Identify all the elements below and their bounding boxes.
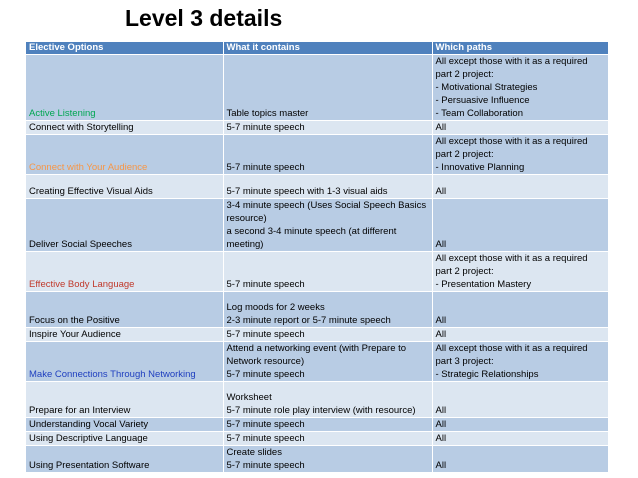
contains-line: 5-7 minute speech [226, 279, 305, 290]
which-paths [432, 55, 608, 121]
paths-line: - Presentation Mastery [435, 279, 532, 290]
which-paths [432, 121, 608, 135]
table-row [26, 135, 608, 175]
contains-line: 2-3 minute report or 5-7 minute speech [226, 315, 391, 326]
header-row [26, 42, 608, 55]
table-row [26, 446, 608, 473]
what-it-contains [223, 121, 432, 135]
paths-line: All [435, 239, 447, 250]
which-paths [432, 418, 608, 432]
which-paths [432, 292, 608, 328]
contains-line: a second 3-4 minute speech (at different [226, 226, 397, 237]
paths-line: part 2 project: [435, 69, 494, 80]
contains-line: 5-7 minute speech [226, 369, 305, 380]
table-row [26, 418, 608, 432]
contains-line: 5-7 minute role play interview (with resource) [226, 405, 416, 416]
contains-line: Attend a networking event (with Prepare to [226, 343, 407, 354]
what-it-contains [223, 55, 432, 121]
paths-line: part 2 project: [435, 266, 494, 277]
contains-line: 3-4 minute speech (Uses Social Speech Basics [226, 200, 427, 211]
contains-line: Log moods for 2 weeks [226, 302, 325, 313]
paths-line: All except those with it as a required [435, 343, 588, 354]
which-paths [432, 328, 608, 342]
paths-line: - Innovative Planning [435, 162, 525, 173]
paths-line: All except those with it as a required [435, 56, 588, 67]
contains-line: 5-7 minute speech [226, 329, 305, 340]
elective-option: Inspire Your Audience [26, 328, 223, 342]
table-row [26, 432, 608, 446]
paths-line: All [435, 405, 447, 416]
what-it-contains [223, 292, 432, 328]
which-paths [432, 446, 608, 473]
table-row [26, 382, 608, 418]
table-row [26, 121, 608, 135]
elective-option: Prepare for an Interview [26, 382, 223, 418]
header-what-it-contains: What it contains [223, 42, 432, 55]
what-it-contains [223, 418, 432, 432]
elective-option: Active Listening [26, 55, 223, 121]
what-it-contains [223, 328, 432, 342]
paths-line: All [435, 460, 447, 471]
paths-line: part 3 project: [435, 356, 494, 367]
elective-option: Connect with Your Audience [26, 135, 223, 175]
paths-line: All [435, 315, 447, 326]
elective-option: Using Presentation Software [26, 446, 223, 473]
elective-option: Deliver Social Speeches [26, 199, 223, 252]
what-it-contains [223, 199, 432, 252]
paths-line: All [435, 433, 447, 444]
contains-line: Network resource) [226, 356, 305, 367]
paths-line: - Team Collaboration [435, 108, 523, 119]
paths-line: - Motivational Strategies [435, 82, 538, 93]
elective-option: Make Connections Through Networking [26, 342, 223, 382]
elective-option: Understanding Vocal Variety [26, 418, 223, 432]
contains-line: Worksheet [226, 392, 272, 403]
paths-line: - Persuasive Influence [435, 95, 530, 106]
contains-line: Create slides [226, 447, 282, 458]
paths-line: part 2 project: [435, 149, 494, 160]
paths-line: All except those with it as a required [435, 136, 588, 147]
paths-line: All [435, 122, 447, 133]
which-paths [432, 175, 608, 199]
page-title: Level 3 details [125, 5, 283, 31]
what-it-contains [223, 175, 432, 199]
header-which-paths: Which paths [432, 42, 608, 55]
which-paths [432, 252, 608, 292]
elective-option: Creating Effective Visual Aids [26, 175, 223, 199]
table-row [26, 292, 608, 328]
header-elective-options: Elective Options [26, 42, 223, 55]
what-it-contains [223, 342, 432, 382]
what-it-contains [223, 135, 432, 175]
contains-line: 5-7 minute speech [226, 433, 305, 444]
contains-line: 5-7 minute speech with 1-3 visual aids [226, 186, 388, 197]
contains-line: 5-7 minute speech [226, 122, 305, 133]
table-row [26, 328, 608, 342]
which-paths [432, 382, 608, 418]
which-paths [432, 135, 608, 175]
what-it-contains [223, 382, 432, 418]
table-row [26, 175, 608, 199]
which-paths [432, 342, 608, 382]
contains-line: meeting) [226, 239, 264, 250]
paths-line: - Strategic Relationships [435, 369, 539, 380]
table-row [26, 199, 608, 252]
what-it-contains [223, 252, 432, 292]
what-it-contains [223, 432, 432, 446]
table-row [26, 252, 608, 292]
elective-option: Effective Body Language [26, 252, 223, 292]
contains-line: 5-7 minute speech [226, 162, 305, 173]
paths-line: All [435, 419, 447, 430]
paths-line: All except those with it as a required [435, 253, 588, 264]
what-it-contains [223, 446, 432, 473]
elective-option: Focus on the Positive [26, 292, 223, 328]
which-paths [432, 432, 608, 446]
table-row [26, 342, 608, 382]
which-paths [432, 199, 608, 252]
contains-line: 5-7 minute speech [226, 460, 305, 471]
contains-line: 5-7 minute speech [226, 419, 305, 430]
contains-line: Table topics master [226, 108, 309, 119]
paths-line: All [435, 186, 447, 197]
table-row [26, 55, 608, 121]
elective-option: Connect with Storytelling [26, 121, 223, 135]
paths-line: All [435, 329, 447, 340]
contains-line: resource) [226, 213, 267, 224]
elective-option: Using Descriptive Language [26, 432, 223, 446]
level-3-table [26, 42, 608, 473]
